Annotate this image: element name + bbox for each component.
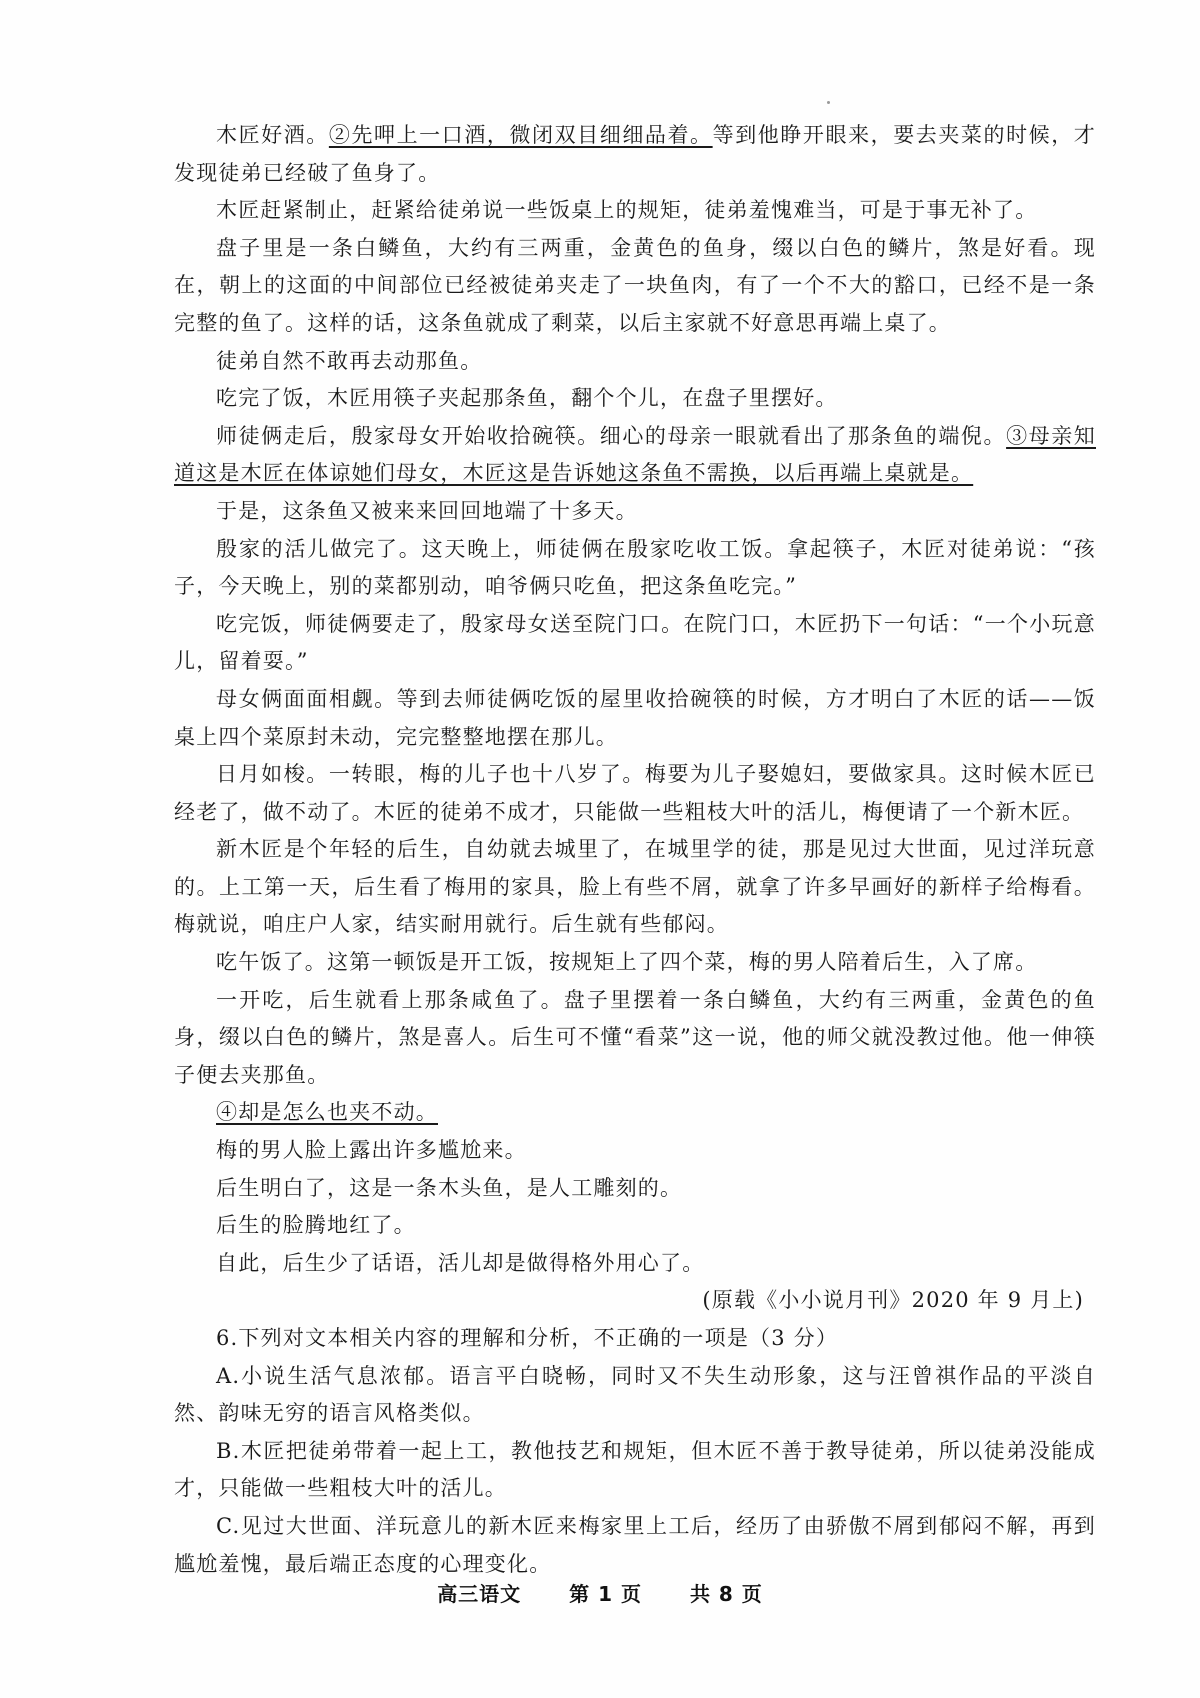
story-paragraph xyxy=(174,418,1096,493)
paragraph-text: 木匠赶紧制止，赶紧给徒弟说一些饭桌上的规矩，徒弟羞愧难当，可是于事无补了。 xyxy=(216,198,1038,223)
paragraph-text: 于是，这条鱼又被来来回回地端了十多天。 xyxy=(216,498,638,523)
option-a: A.小说生活气息浓郁。语言平白晓畅，同时又不失生动形象，这与汪曾祺作品的平淡自然、韵味无穷的语言风格类似。 xyxy=(174,1363,1096,1426)
option-c: C.见过大世面、洋玩意儿的新木匠来梅家里上工后，经历了由骄傲不屑到郁闷不解，再到尴尬羞愧，最后端正态度的心理变化。 xyxy=(174,1513,1096,1576)
paragraph-text: 后生明白了，这是一条木头鱼，是人工雕刻的。 xyxy=(216,1175,683,1200)
paragraph-text: 新木匠是个年轻的后生，自幼就去城里了，在城里学的徒，那是见过大世面，见过洋玩意的。上工第一天，后生看了梅用的家具，脸上有些不屑，就拿了许多早画好的新样子给梅看。梅就说，咱庄户人家，结实耐用就行。后生就有些郁闷。 xyxy=(174,837,1096,937)
paragraph-text: 徒弟自然不敢再去动那鱼。 xyxy=(216,348,483,373)
question-6 xyxy=(174,1320,1096,1583)
scan-speck xyxy=(827,101,830,104)
story-paragraphs xyxy=(174,117,1096,1282)
paragraph-text: 母女俩面面相觑。等到去师徒俩吃饭的屋里收拾碗筷的时候，方才明白了木匠的话——饭桌上四个菜原封未动，完完整整地摆在那儿。 xyxy=(174,686,1096,749)
story-paragraph xyxy=(174,982,1096,1095)
option-b: B.木匠把徒弟带着一起上工，教他技艺和规矩，但木匠不善于教导徒弟，所以徒弟没能成才，只能做一些粗枝大叶的活儿。 xyxy=(174,1438,1096,1501)
paragraph-text: 木匠好酒。 xyxy=(216,123,329,147)
paragraph-text: 后生的脸腾地红了。 xyxy=(216,1213,416,1238)
source-citation: (原载《小小说月刊》2020 年 9 月上) xyxy=(702,1288,1084,1313)
story-paragraph xyxy=(174,681,1096,756)
paragraph-text: 日月如梭。一转眼，梅的儿子也十八岁了。梅要为儿子娶媳妇，要做家具。这时候木匠已经老了，做不动了。木匠的徒弟不成才，只能做一些粗枝大叶的活儿，梅便请了一个新木匠。 xyxy=(174,762,1096,824)
paragraph-text: 盘子里是一条白鳞鱼，大约有三两重，金黄色的鱼身，缀以白色的鳞片，煞是好看。现在，朝上的这面的中间部位已经被徒弟夹走了一块鱼肉，有了一个不大的豁口，已经不是一条完整的鱼了。这样的话，这条鱼就成了剩菜，以后主家就不好意思再端上桌了。 xyxy=(174,235,1096,335)
story-paragraph xyxy=(174,493,1096,531)
story-paragraph xyxy=(174,1207,1096,1245)
paragraph-text: 师徒俩走后，殷家母女开始收拾碗筷。细心的母亲一眼就看出了那条鱼的端倪。 xyxy=(216,423,1007,448)
story-paragraph xyxy=(174,606,1096,681)
story-paragraph xyxy=(174,343,1096,381)
story-paragraph xyxy=(174,230,1096,343)
paragraph-text: 等到他睁开眼来，要去夹菜的时候，才发现徒弟已经破了鱼身了。 xyxy=(174,123,1096,185)
story-paragraph xyxy=(174,1245,1096,1283)
story-text xyxy=(174,117,1096,1583)
footer-total-pages: 共 8 页 xyxy=(689,1582,763,1606)
footer-subject: 高三语文 xyxy=(437,1582,522,1606)
story-paragraph xyxy=(174,831,1096,944)
underlined-sentence: ③母亲知道这是木匠在体谅她们母女，木匠这是告诉她这条鱼不需换，以后再端上桌就是。 xyxy=(174,423,1096,486)
underlined-sentence: ②先呷上一口酒，微闭双目细细品着。 xyxy=(328,123,713,147)
story-paragraph xyxy=(174,756,1096,831)
paragraph-text: 梅的男人脸上露出许多尴尬来。 xyxy=(216,1138,527,1163)
story-paragraph xyxy=(174,1170,1096,1208)
paragraph-text: 吃完了饭，木匠用筷子夹起那条鱼，翻个个儿，在盘子里摆好。 xyxy=(216,386,838,411)
paragraph-text: 吃午饭了。这第一顿饭是开工饭，按规矩上了四个菜，梅的男人陪着后生，入了席。 xyxy=(216,950,1038,975)
story-paragraph xyxy=(174,380,1096,418)
paragraph-text: 一开吃，后生就看上那条咸鱼了。盘子里摆着一条白鳞鱼，大约有三两重，金黄色的鱼身，缀以白色的鳞片，煞是喜人。后生可不懂“看菜”这一说，他的师父就没教过他。他一伸筷子便去夹那鱼。 xyxy=(174,987,1096,1087)
story-paragraph xyxy=(174,117,1096,192)
paragraph-text: 吃完饭，师徒俩要走了，殷家母女送至院门口。在院门口，木匠扔下一句话：“一个小玩意儿，留着耍。” xyxy=(174,611,1096,674)
story-paragraph xyxy=(174,531,1096,606)
paragraph-text: 殷家的活儿做完了。这天晚上，师徒俩在殷家吃收工饭。拿起筷子，木匠对徒弟说：“孩子，今天晚上，别的菜都别动，咱爷俩只吃鱼，把这条鱼吃完。” xyxy=(174,536,1096,599)
question-stem: 6.下列对文本相关内容的理解和分析，不正确的一项是（3 分） xyxy=(216,1326,839,1350)
page-footer xyxy=(0,1578,1200,1607)
underlined-sentence: ④却是怎么也夹不动。 xyxy=(216,1100,438,1125)
story-paragraph xyxy=(174,944,1096,982)
story-paragraph xyxy=(174,192,1096,230)
story-paragraph xyxy=(174,1094,1096,1132)
paragraph-text: 自此，后生少了话语，活儿却是做得格外用心了。 xyxy=(216,1250,705,1275)
story-paragraph xyxy=(174,1132,1096,1170)
footer-page-number: 第 1 页 xyxy=(569,1582,642,1606)
